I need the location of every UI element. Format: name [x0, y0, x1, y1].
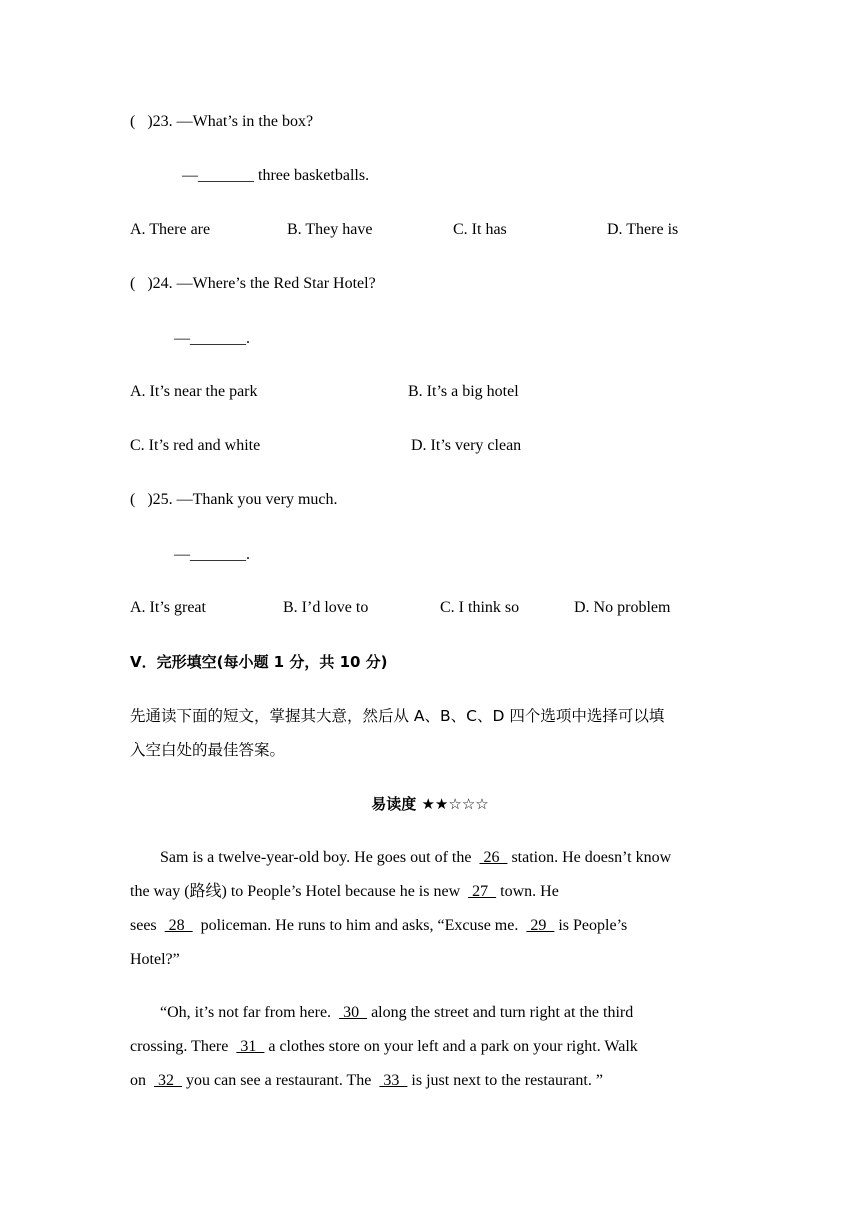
passage-text: “Oh, it’s not far from here. [160, 1004, 340, 1021]
blank-26: 26 [479, 849, 508, 866]
section-heading: V．完形填空(每小题 1 分，共 10 分) [130, 653, 388, 671]
q24-option-a: A. It’s near the park [130, 383, 258, 400]
passage-line: Hotel?” [130, 951, 180, 968]
passage-text: sees [130, 917, 165, 934]
blank-27: 27 [468, 883, 497, 900]
passage-text: along the street and turn right at the third [367, 1004, 634, 1021]
q24-option-d: D. It’s very clean [411, 437, 522, 454]
question-23-stem: ( )23. —What’s in the box? [130, 113, 314, 130]
blank-30: 30 [339, 1004, 368, 1021]
passage-text: policeman. He runs to him and asks, “Excuse me. [192, 917, 527, 934]
passage-line [160, 848, 671, 868]
passage-text: you can see a restaurant. The [182, 1072, 380, 1089]
passage-text: crossing. There [130, 1038, 237, 1055]
blank-31: 31 [236, 1038, 265, 1055]
question-25-stem: ( )25. —Thank you very much. [130, 491, 338, 508]
q23-option-c: C. It has [453, 221, 507, 238]
q23-option-a: A. There are [130, 221, 211, 238]
passage-text: town. He [496, 883, 559, 900]
blank-28: 28 [164, 917, 193, 934]
passage-text: station. He doesn’t know [507, 849, 672, 866]
passage-line [160, 1003, 633, 1023]
question-24-stem: ( )24. —Where’s the Red Star Hotel? [130, 275, 376, 292]
passage-text: is just next to the restaurant. ” [407, 1072, 603, 1089]
passage-text: on [130, 1072, 154, 1089]
question-23-reply: —_______ three basketballs. [182, 167, 370, 184]
q24-option-c: C. It’s red and white [130, 437, 261, 454]
passage-text: the way (路线) to People’s Hotel because he is new [130, 883, 469, 900]
blank-29: 29 [526, 917, 555, 934]
passage-line [130, 916, 627, 936]
q25-option-a: A. It’s great [130, 599, 206, 616]
q23-option-b: B. They have [287, 221, 373, 238]
passage-line [130, 882, 559, 902]
question-25-reply: —_______. [174, 546, 250, 563]
passage-text: a clothes store on your left and a park on your right. Walk [264, 1038, 638, 1055]
passage-text: is People’s [554, 917, 628, 934]
passage-text: Sam is a twelve-year-old boy. He goes out of the [160, 849, 480, 866]
difficulty-rating: 易读度 ★★☆☆☆ [371, 795, 489, 813]
instruction-line-1: 先通读下面的短文，掌握其大意，然后从 A、B、C、D 四个选项中选择可以填 [130, 707, 665, 725]
q25-option-b: B. I’d love to [283, 599, 369, 616]
passage-line [130, 1037, 638, 1057]
passage-line [130, 1071, 603, 1091]
blank-33: 33 [379, 1072, 408, 1089]
q24-option-b: B. It’s a big hotel [408, 383, 519, 400]
q23-option-d: D. There is [607, 221, 679, 238]
q25-option-d: D. No problem [574, 599, 671, 616]
q25-option-c: C. I think so [440, 599, 520, 616]
question-24-reply: —_______. [174, 330, 250, 347]
blank-32: 32 [154, 1072, 182, 1089]
instruction-line-2: 入空白处的最佳答案。 [130, 741, 286, 759]
